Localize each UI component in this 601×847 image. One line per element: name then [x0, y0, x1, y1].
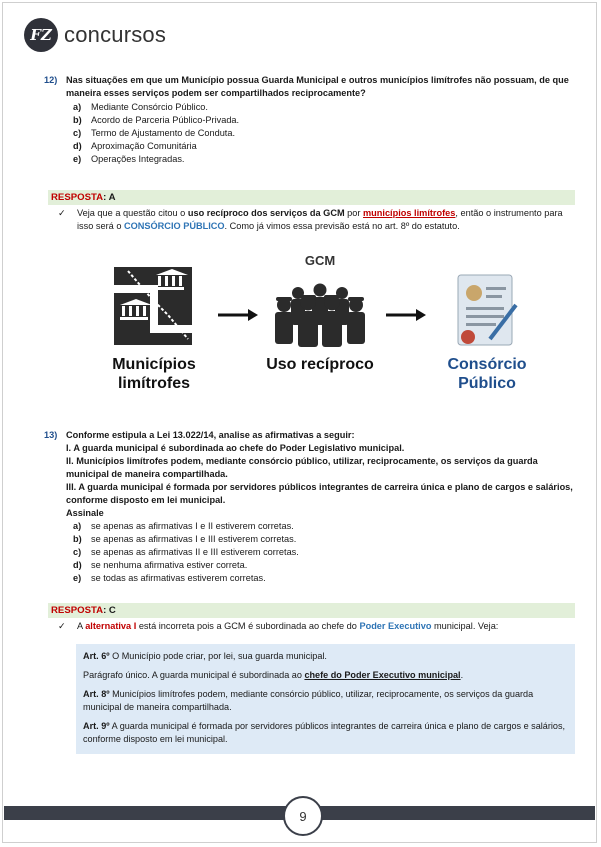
question-12 — [44, 74, 575, 166]
paragraph-unico: Parágrafo único. A guarda municipal é subordinada ao chefe do Poder Executivo municipal. — [83, 670, 464, 680]
alternative-item: d) Aproximação Comunitária — [73, 141, 197, 151]
alternative-item: e) se todas as afirmativas estiverem corretas. — [73, 573, 266, 583]
alternative-item: a) se apenas as afirmativas I e II estiverem corretas. — [73, 521, 294, 531]
alternative-item: d) se nenhuma afirmativa estiver correta. — [73, 560, 248, 570]
question-number: 12) — [44, 75, 58, 85]
guards-group-icon — [275, 284, 365, 348]
right-arrow-icon — [386, 309, 426, 321]
document-icon — [458, 275, 516, 345]
question-text: Conforme estipula a Lei 13.022/14, analise as afirmativas a seguir: — [66, 430, 355, 440]
caption-reciprocal-use: Uso recíproco — [266, 356, 374, 373]
alternatives-list — [48, 520, 575, 585]
art-9: Art. 9º A guarda municipal é formada por servidores públicos integrantes de carreira única e plano de cargos e salários, conforme disposto em lei municipal. — [83, 721, 566, 744]
art-6: Art. 6º O Município pode criar, por lei, sua guarda municipal. — [83, 651, 327, 661]
alternative-item: b) Acordo de Parceria Público-Privada. — [73, 115, 240, 125]
alternative-item: e) Operações Integradas. — [73, 154, 185, 164]
question-13 — [44, 429, 575, 585]
question-text: Nas situações em que um Município possua Guarda Municipal e outros municípios limítrofes não possuam, de que maneira esses serviços podem ser compartilhados reciprocamente? — [66, 75, 569, 98]
infographic — [108, 255, 538, 405]
statement-ii: II. Municípios limítrofes podem, mediante consórcio público, utilizar, reciprocamente, os serviços da guarda municipal de maneira compartilhada. — [66, 456, 538, 479]
statement-i: I. A guarda municipal é subordinada ao chefe do Poder Legislativo municipal. — [66, 443, 405, 453]
checkmark-icon: ✓ — [58, 208, 66, 218]
answer-bar: RESPOSTA: C — [48, 603, 575, 618]
logo-text: concursos — [64, 22, 167, 47]
alternative-item: c) se apenas as afirmativas II e III estiverem corretas. — [73, 547, 299, 557]
logo-mark-icon: FZ — [24, 18, 58, 52]
right-arrow-icon — [218, 309, 258, 321]
question-12-statement — [44, 74, 575, 100]
question-13-statement — [44, 429, 575, 442]
question-number: 13) — [44, 430, 58, 440]
explanation: ✓ A alternativa I está incorreta pois a GCM é subordinada ao chefe do Poder Executivo municipal. Veja: — [58, 621, 499, 631]
art-8: Art. 8º Municípios limítrofes podem, mediante consórcio público, utilizar, reciprocamente, os serviços da guarda municipal de maneira compartilhada. — [83, 689, 534, 712]
instruction: Assinale — [66, 508, 104, 518]
alternative-item: b) se apenas as afirmativas I e III estiverem corretas. — [73, 534, 297, 544]
alternative-item: c) Termo de Ajustamento de Conduta. — [73, 128, 236, 138]
statement-iii: III. A guarda municipal é formada por servidores públicos integrantes de carreira única e plano de cargos e salários, conforme disposto em lei municipal. — [66, 482, 573, 505]
municipalities-icon — [114, 267, 192, 345]
explanation: ✓ Veja que a questão citou o uso recíproco dos serviços da GCM por municípios limítrofes, então o instrumento para isso será o CONSÓRCIO PÚBLICO. Como já vimos essa previsão está no art. 8º do estatuto. — [58, 208, 563, 231]
answer-12 — [48, 190, 575, 233]
alternatives-list — [48, 101, 575, 166]
caption-municipalities: Municípios limítrofes — [112, 356, 196, 392]
page-number: 9 — [283, 796, 323, 836]
answer-13 — [48, 603, 575, 633]
logo — [24, 18, 166, 52]
answer-bar: RESPOSTA: A — [48, 190, 575, 205]
alternative-item: a) Mediante Consórcio Público. — [73, 102, 208, 112]
checkmark-icon: ✓ — [58, 621, 66, 631]
caption-gcm: GCM — [304, 253, 336, 268]
law-quote-box — [76, 644, 575, 754]
caption-public-consortium: Consórcio Público — [447, 356, 527, 392]
